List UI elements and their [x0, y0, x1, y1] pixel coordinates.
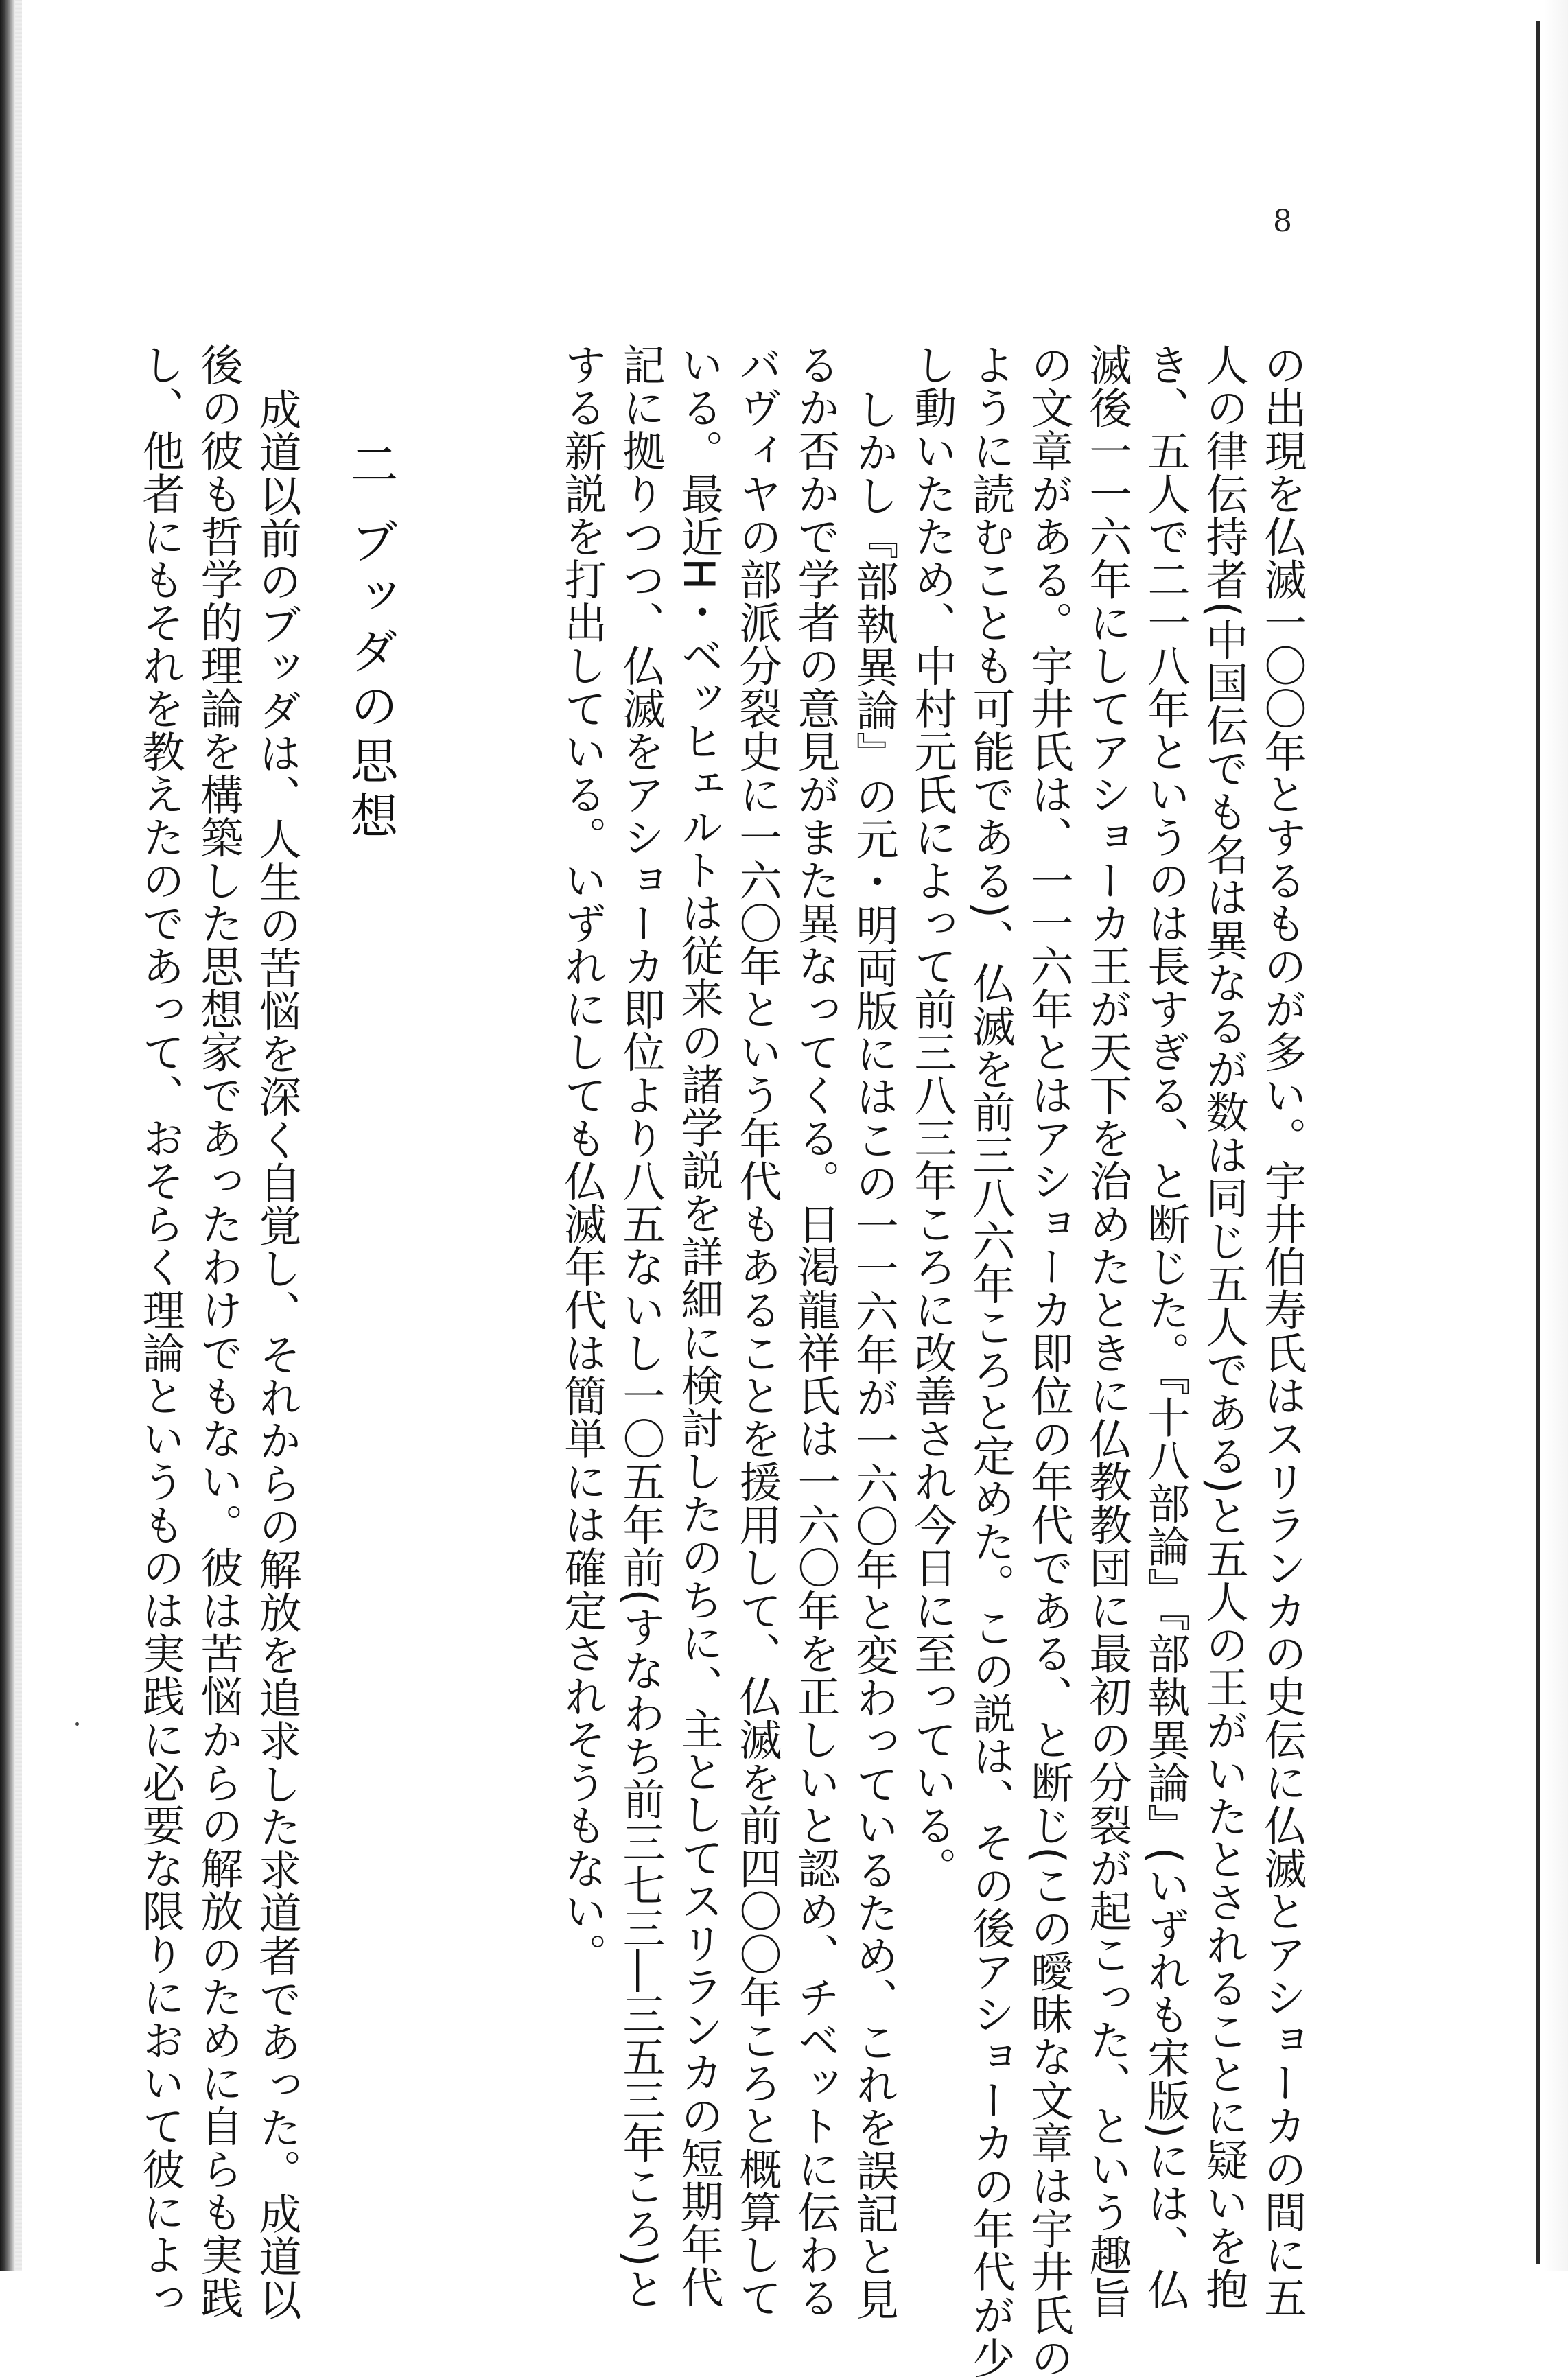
text-line: き、五人で二一八年というのは長すぎる、と断じた。『十八部論』『部執異論』(いずれも宋版)には、仏 [1140, 343, 1191, 2311]
page-number: 8 [1273, 204, 1292, 239]
text-line: 滅後一一六年にしてアショーカ王が天下を治めたときに仏教教団に最初の分裂が起こった、という趣旨 [1082, 343, 1132, 2319]
text-line: の出現を仏滅一〇〇年とするものが多い。宇井伯寿氏はスリランカの史伝に仏滅とアショーカの間に五 [1257, 343, 1307, 2319]
scan-right-margin [1544, 0, 1568, 2271]
section-heading: 二 ブッダの思想 [342, 439, 399, 846]
text-line: ように読むことも可能である)、仏滅を前三八六年ころと定めた。この説は、その後アショーカの年代が少 [966, 343, 1016, 2379]
scan-right-edge-line [1536, 21, 1540, 2264]
text-line: バヴィヤの部派分裂史に一六〇年という年代もあることを援用して、仏滅を前四〇〇年ころと概算して [732, 343, 782, 2319]
scan-speck [75, 1722, 79, 1726]
text-line: の文章がある。宇井氏は、一一六年とはアショーカ即位の年代である、と断じ(この曖昧な文章は宇井氏の [1024, 343, 1074, 2379]
text-line: し動いたため、中村元氏によって前三八三年ころに改善され今日に至っている。 [907, 343, 957, 1890]
text-line: 人の律伝持者(中国伝でも名は異なるが数は同じ五人である)と五人の王がいたとされることに疑いを抱 [1199, 343, 1249, 2310]
text-line: るか否かで学者の意見がまた異なってくる。日渇龍祥氏は一六〇年を正しいと認め、チベットに伝わる [791, 343, 841, 2319]
text-line: 記に拠りつつ、仏滅をアショーカ即位より八五ないし一〇五年前(すなわち前三七三―三五三年ころ)と [616, 343, 666, 2310]
paragraph-start-line: 成道以前のブッダは、人生の苦悩を深く自覚し、それからの解放を追求した求道者であった。成道以 [252, 388, 302, 2321]
text-line: する新説を打出している。いずれにしても仏滅年代は簡単には確定されそうもない。 [557, 343, 607, 1976]
scan-binding-edge [0, 0, 15, 2271]
scan-binding-shadow [15, 0, 22, 2271]
text-line: いる。最近H・ベッヒェルトは従来の諸学説を詳細に検討したのちに、主としてスリランカの短期年代 [674, 343, 724, 2309]
text-line: し、他者にもそれを教えたのであって、おそらく理論というものは実践に必要な限りにおいて彼によっ [135, 343, 185, 2319]
paragraph-start-line: しかし『部執異論』の元・明両版にはこの一一六年が一六〇年と変わっているため、これを誤記と見 [849, 388, 899, 2321]
text-line: 後の彼も哲学的理論を構築した思想家であったわけでもない。彼は苦悩からの解放のために自らも実践 [194, 343, 244, 2319]
